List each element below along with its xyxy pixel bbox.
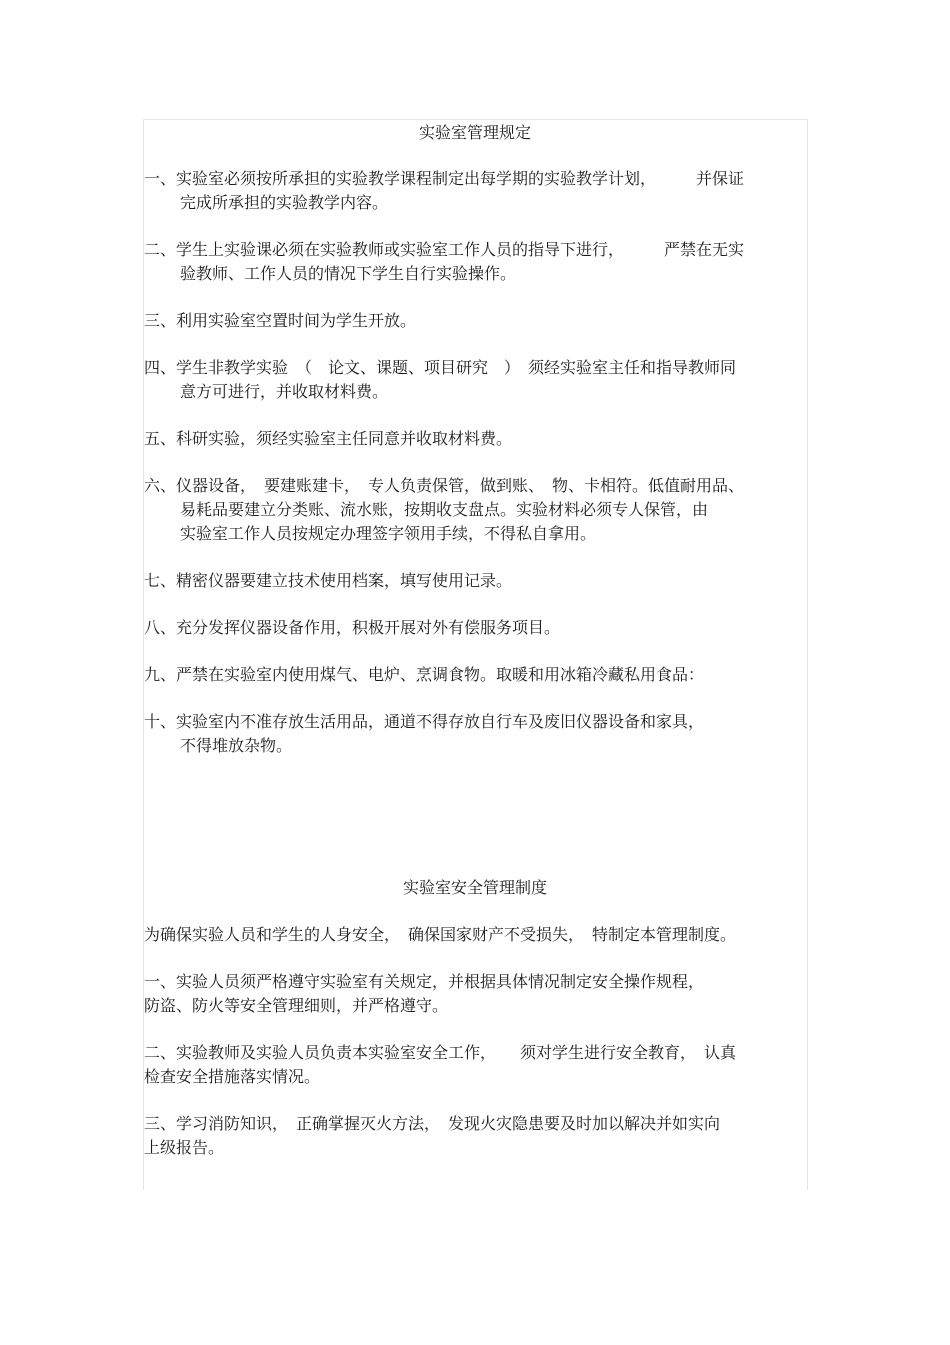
- rule-number: 八、: [144, 618, 177, 637]
- rule-text: 学生非教学实验 （ 论文、课题、项目研究 ） 须经实验室主任和指导教师同: [176, 358, 737, 377]
- rule-text: 实验室内不准存放生活用品，通道不得存放自行车及废旧仪器设备和家具，: [176, 712, 705, 731]
- rule-text-cont: 不得堆放杂物。: [180, 736, 293, 755]
- rule-item-8: [144, 616, 806, 640]
- rule-item-10: [144, 710, 806, 758]
- safety-item-3: [144, 1112, 806, 1160]
- rule-text-cont: 验教师、工作人员的情况下学生自行实验操作。: [180, 264, 517, 283]
- section1-title: 实验室管理规定: [418, 123, 531, 142]
- rule-number: 九、: [144, 665, 177, 684]
- safety-text: 三、学习消防知识， 正确掌握灭火方法， 发现火灾隐患要及时加以解决并如实向: [144, 1114, 721, 1133]
- rule-number: 七、: [144, 571, 177, 590]
- rule-text: 严禁在实验室内使用煤气、电炉、烹调食物。取暖和用冰箱冷藏私用食品：: [176, 665, 705, 684]
- rule-number: 三、: [144, 311, 177, 330]
- rule-item-9: [144, 663, 806, 687]
- safety-text-cont: 检查安全措施落实情况。: [144, 1067, 321, 1086]
- safety-item-2: [144, 1041, 806, 1089]
- safety-text-cont: 防盗、防火等安全管理细则，并严格遵守。: [144, 996, 449, 1015]
- rule-text: 科研实验，须经实验室主任同意并收取材料费。: [176, 429, 513, 448]
- safety-intro: 为确保实验人员和学生的人身安全， 确保国家财产不受损失， 特制定本管理制度。: [144, 925, 737, 944]
- rule-text-cont: 完成所承担的实验教学内容。: [180, 193, 389, 212]
- rule-text: 精密仪器要建立技术使用档案，填写使用记录。: [176, 571, 513, 590]
- safety-text: 一、实验人员须严格遵守实验室有关规定，并根据具体情况制定安全操作规程，: [144, 972, 705, 991]
- document-content: [144, 121, 806, 1160]
- rule-text-cont: 易耗品要建立分类账、流水账，按期收支盘点。实验材料必须专人保管，由: [180, 500, 709, 519]
- rule-item-5: [144, 427, 806, 451]
- rule-number: 二、: [144, 240, 177, 259]
- rule-item-3: [144, 309, 806, 333]
- safety-text-cont: 上级报告。: [144, 1138, 225, 1157]
- rule-text-cont: 意方可进行，并收取材料费。: [180, 382, 389, 401]
- rule-text: 充分发挥仪器设备作用，积极开展对外有偿服务项目。: [176, 618, 561, 637]
- section2-title: 实验室安全管理制度: [402, 878, 547, 897]
- rule-item-2: [144, 238, 806, 286]
- rule-text: 仪器设备， 要建账建卡， 专人负责保管，做到账、 物、卡相符。低值耐用品、: [176, 476, 745, 495]
- rule-text-cont: 实验室工作人员按规定办理签字领用手续，不得私自拿用。: [180, 524, 597, 543]
- safety-item-1: [144, 970, 806, 1018]
- rule-text: 实验室必须按所承担的实验教学课程制定出每学期的实验教学计划， 并保证: [176, 169, 745, 188]
- rule-text: 利用实验室空置时间为学生开放。: [176, 311, 417, 330]
- rule-item-1: [144, 167, 806, 215]
- rule-item-6: [144, 474, 806, 546]
- rule-number: 十、: [144, 712, 177, 731]
- safety-text: 二、实验教师及实验人员负责本实验室安全工作， 须对学生进行安全教育， 认真: [144, 1043, 737, 1062]
- rule-number: 六、: [144, 476, 177, 495]
- rule-number: 一、: [144, 169, 177, 188]
- rule-item-7: [144, 569, 806, 593]
- rule-number: 五、: [144, 429, 177, 448]
- rule-number: 四、: [144, 358, 177, 377]
- rule-item-4: [144, 356, 806, 404]
- rule-text: 学生上实验课必须在实验教师或实验室工作人员的指导下进行， 严禁在无实: [176, 240, 745, 259]
